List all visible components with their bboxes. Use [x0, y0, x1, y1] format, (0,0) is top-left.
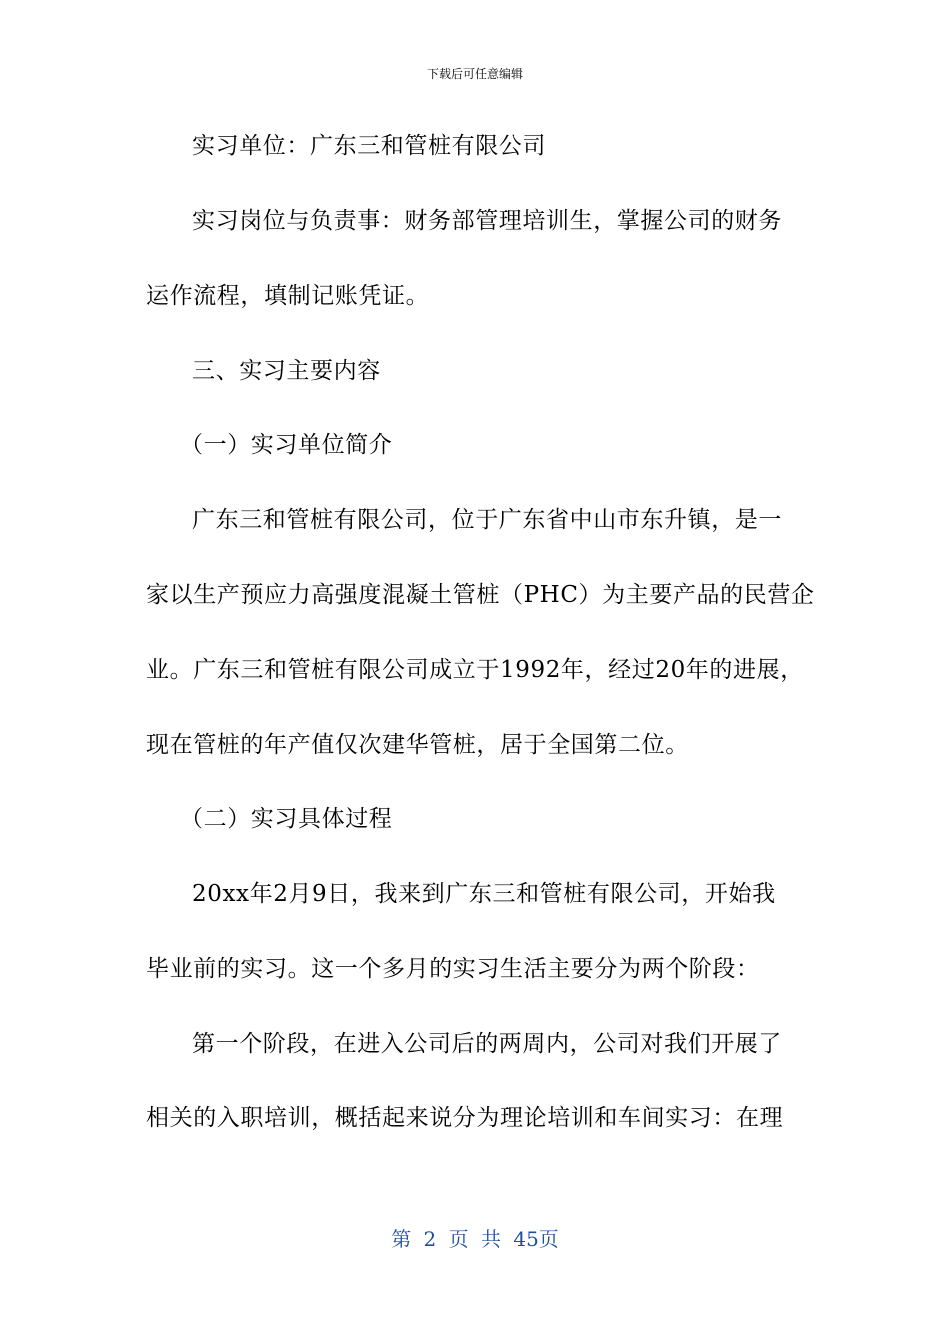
- section-heading: 三、实习主要内容: [192, 358, 381, 384]
- paragraph-line: 家以生产预应力高强度混凝土管桩（PHC）为主要产品的民营企: [146, 582, 815, 608]
- paragraph-line: 相关的入职培训，概括起来说分为理论培训和车间实习：在理: [146, 1105, 784, 1131]
- paragraph-line: 运作流程，填制记账凭证。: [146, 283, 430, 309]
- paragraph-line: 现在管桩的年产值仅次建华管桩，居于全国第二位。: [146, 732, 689, 758]
- paragraph-line: 广东三和管桩有限公司，位于广东省中山市东升镇，是一: [192, 507, 782, 533]
- page-number-footer: 第 2 页 共 45页: [391, 1227, 559, 1251]
- paragraph-line: 实习岗位与负责事：财务部管理培训生，掌握公司的财务: [192, 208, 782, 234]
- paragraph-line: 20xx年2月9日，我来到广东三和管桩有限公司，开始我: [192, 881, 776, 907]
- paragraph-line: 第一个阶段，在进入公司后的两周内，公司对我们开展了: [192, 1031, 782, 1057]
- page-header: 下载后可任意编辑: [426, 67, 523, 81]
- paragraph-line: 实习单位：广东三和管桩有限公司: [192, 133, 546, 159]
- subsection-heading: （二）实习具体过程: [180, 806, 393, 832]
- subsection-heading: （一）实习单位简介: [180, 432, 393, 458]
- paragraph-line: 毕业前的实习。这一个多月的实习生活主要分为两个阶段：: [146, 956, 760, 982]
- paragraph-line: 业。广东三和管桩有限公司成立于1992年，经过20年的进展，: [146, 657, 804, 683]
